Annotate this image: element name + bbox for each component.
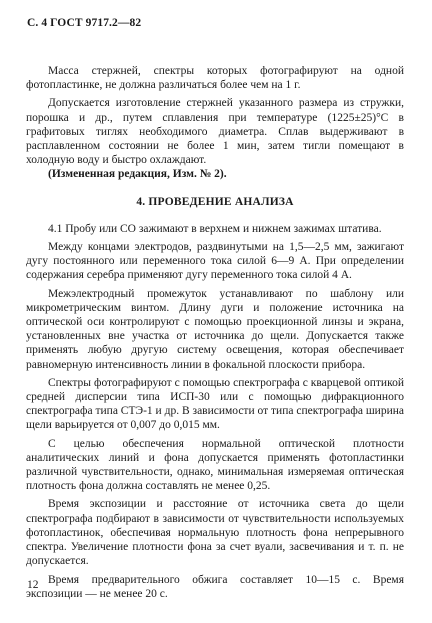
paragraph: Время экспозиции и расстояние от источника света до щели спектрографа подбирают в зависимости от чувствительности используемых фотопластинок, обеспечивая нормальную плотность фона непрерывного спектра. Увеличение плотности фона за счет вуали, засвечивания и т. п. не допускается. [26, 498, 404, 568]
page-body [26, 64, 404, 601]
paragraph: 4.1 Пробу или СО зажимают в верхнем и нижнем зажимах штатива. [48, 222, 382, 235]
page-number: 12 [27, 579, 39, 591]
running-header: С. 4 ГОСТ 9717.2—82 [27, 17, 142, 29]
paragraph: С целью обеспечения нормальной оптической плотности аналитических линий и фона допускается применять фотопластинки различной чувствительности, однако, минимальная измеряемая оптическая плотность фона должна составлять не менее 0,25. [26, 437, 404, 493]
amendment-note: (Измененная редакция, Изм. № 2). [48, 168, 227, 181]
paragraph: Спектры фотографируют с помощью спектрографа с кварцевой оптикой средней дисперсии типа ИСП-30 или с помощью дифракционного спектрографа типа СТЭ-1 и др. В зависимости от типа спектрографа ширина щели варьируется от 0,007 до 0,015 мм. [26, 376, 404, 432]
paragraph: Время предварительного обжига составляет 10—15 с. Время экспозиции — не менее 20 с. [26, 573, 404, 600]
paragraph: Межэлектродный промежуток устанавливают по шаблону или микрометрическим винтом. Длину дуги и положение источника на оптической оси контролируют с помощью проекционной линзы и экрана, установленных вне участка от источника до щели. Допускается также применять любую другую систему освещения, которая обеспечивает равномерную интенсивность линии в фокальной плоскости прибора. [26, 287, 404, 371]
paragraph: Допускается изготовление стержней указанного размера из стружки, порошка и др., путем сплавления при температуре (1225±25)°С в графитовых тиглях необходимого диаметра. Сплав выдерживают в расплавленном состоянии не более 1 мин, затем тигли помещают в холодную воду и быстро охлаждают. [26, 97, 404, 167]
section-heading: 4. ПРОВЕДЕНИЕ АНАЛИЗА [136, 195, 294, 208]
paragraph: Между концами электродов, раздвинутыми на 1,5—2,5 мм, зажигают дугу постоянного или переменного тока силой 6—9 А. При определении содержания серебра применяют дугу переменного тока силой 4 А. [26, 241, 404, 282]
paragraph: Масса стержней, спектры которых фотографируют на одной фотопластинке, не должна различаться более чем на 1 г. [26, 65, 404, 92]
